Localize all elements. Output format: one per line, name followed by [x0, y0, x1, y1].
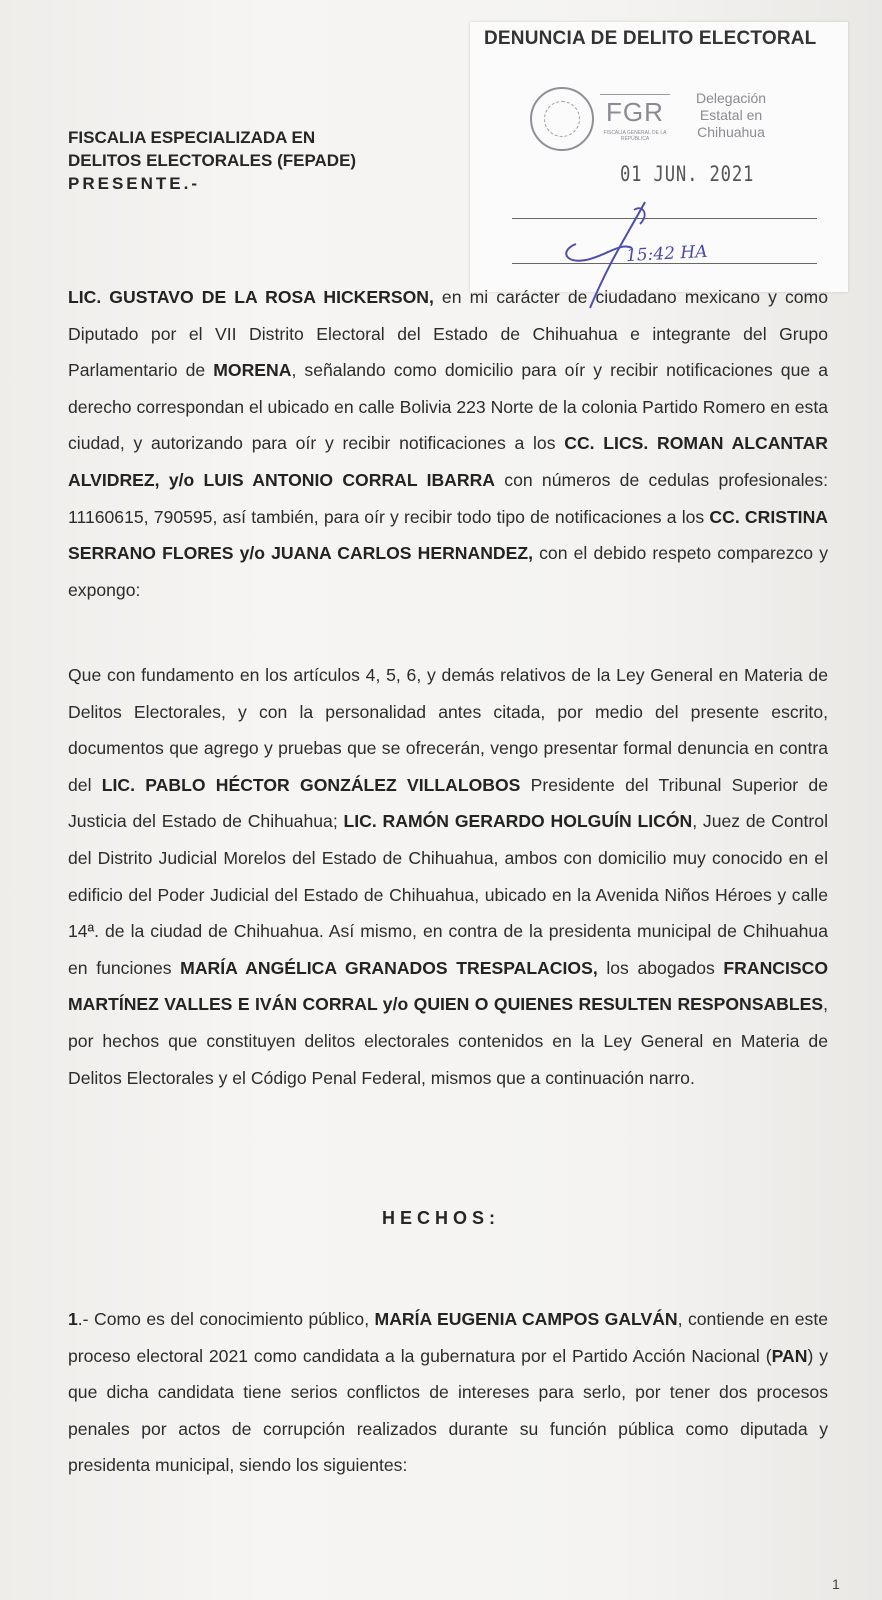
recipient-line-1: FISCALIA ESPECIALIZADA EN: [68, 128, 316, 147]
recipient-line-2: DELITOS ELECTORALES (FEPADE): [68, 151, 357, 170]
fgr-logo-text: FGR: [600, 94, 670, 128]
party-name: MORENA: [213, 360, 292, 381]
recipient-line-3: PRESENTE.-: [68, 174, 201, 193]
accused-4: FRANCISCO MARTÍNEZ VALLES E IVÁN CORRAL y/o QUIEN O QUIENES RESULTEN RESPONSABLES: [68, 957, 829, 1015]
accused-1: LIC. PABLO HÉCTOR GONZÁLEZ VILLALOBOS: [101, 774, 521, 795]
complainant-name: LIC. GUSTAVO DE LA ROSA HICKERSON,: [68, 287, 434, 307]
party-acronym: PAN: [771, 1345, 808, 1366]
accused-2: LIC. RAMÓN GERARDO HOLGUÍN LICÓN: [343, 811, 693, 832]
fgr-logo-subtitle: FISCALÍA GENERAL DE LA REPÚBLICA: [603, 130, 667, 142]
candidate-name: MARÍA EUGENIA CAMPOS GALVÁN: [374, 1309, 678, 1329]
stamp-title: DENUNCIA DE DELITO ELECTORAL: [484, 28, 817, 49]
fact-1-paragraph: 1.- Como es del conocimiento público, MARÍA EUGENIA CAMPOS GALVÁN, contiende en este proceso electoral 2021 como candidata a la gubernatura por el Partido Acción Nacional (PAN) y que dicha candidata tiene serios conflictos de intereses para serlo, por tener dos procesos penales por actos de corrupción realizados durante su función pública como diputada y presidenta municipal, siendo los siguientes:: [68, 1309, 828, 1476]
accused-3: MARÍA ANGÉLICA GRANADOS TRESPALACIOS,: [180, 957, 598, 978]
stamp-delegation: [696, 90, 766, 141]
recipient-block: [68, 126, 356, 195]
national-seal-icon: [530, 87, 594, 151]
intro-paragraph: LIC. GUSTAVO DE LA ROSA HICKERSON, en mi carácter de ciudadano mexicano y como Diputado por el VII Distrito Electoral del Estado de Chihuahua e integrante del Grupo Parlamentario de MORENA, señalando como domicilio para oír y recibir notificaciones que a derecho correspondan el ubicado en calle Bolivia 223 Norte de la colonia Partido Romero en esta ciudad, y autorizando para oír y recibir notificaciones a los CC. LICS. ROMAN ALCANTAR ALVIDREZ, y/o LUIS ANTONIO CORRAL IBARRA con números de cedulas profesionales: 11160615, 790595, así también, para oír y recibir todo tipo de notificaciones a los CC. CRISTINA SERRANO FLORES y/o JUANA CARLOS HERNANDEZ, con el debido respeto comparezco y expongo:: [68, 287, 829, 600]
page-number: 1: [832, 1576, 840, 1592]
stamp-date: 01 JUN. 2021: [620, 162, 755, 186]
fact-number: 1: [68, 1309, 78, 1329]
complaint-paragraph: Que con fundamento en los artículos 4, 5, 6, y demás relativos de la Ley General en Materia de Delitos Electorales, y con la personalidad antes citada, por medio del presente escrito, documentos que agrego y pruebas que se ofrecerán, vengo presentar formal denuncia en contra del LIC. PABLO HÉCTOR GONZÁLEZ VILLALOBOS Presidente del Tribunal Superior de Justicia del Estado de Chihuahua; LIC. RAMÓN GERARDO HOLGUÍN LICÓN, Juez de Control del Distrito Judicial Morelos del Estado de Chihuahua, ambos con domicilio muy conocido en el edificio del Poder Judicial del Estado de Chihuahua, ubicado en la Avenida Niños Héroes y calle 14ª. de la ciudad de Chihuahua. Así mismo, en contra de la presidenta municipal de Chihuahua en funciones MARÍA ANGÉLICA GRANADOS TRESPALACIOS, los abogados FRANCISCO MARTÍNEZ VALLES E IVÁN CORRAL y/o QUIEN O QUIENES RESULTEN RESPONSABLES, por hechos que constituyen delitos electorales contenidos en la Ley General en Materia de Delitos Electorales y el Código Penal Federal, mismos que a continuación narro.: [68, 665, 829, 1088]
fgr-logo: [600, 94, 675, 148]
authorized-persons: CC. CRISTINA SERRANO FLORES y/o JUANA CARLOS HERNANDEZ,: [68, 506, 828, 564]
section-heading: HECHOS:: [381, 1208, 500, 1228]
authorized-lawyers: CC. LICS. ROMAN ALCANTAR ALVIDREZ, y/o LUIS ANTONIO CORRAL IBARRA: [68, 433, 828, 490]
handwritten-time: 15:42 HA: [625, 241, 708, 267]
delegation-line-1: Delegación: [696, 90, 767, 106]
delegation-line-2: Estatal en: [699, 107, 763, 123]
delegation-line-3: Chihuahua: [697, 124, 765, 140]
